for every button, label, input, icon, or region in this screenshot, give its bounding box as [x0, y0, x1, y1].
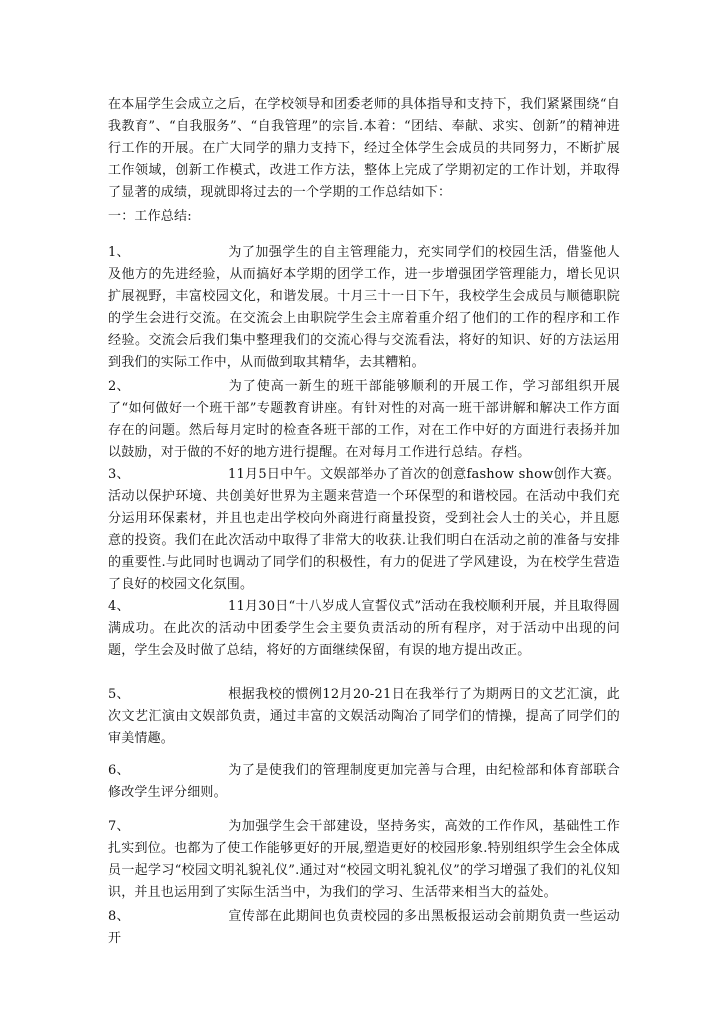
- item-text: 11月5日中午。文娱部举办了首次的创意fashow show创作大赛。活动以保护环境、共创美好世界为主题来营造一个环保型的和谐校园。在活动中我们充分运用环保素材，并且也走出学校向外商进行商量投资，受到社会人士的关心，并且愿意的投资。我们在此次活动中取得了非常大的收获.让我们明白在活动之前的准备与安排的重要性.与此同时也调动了同学们的积极性，有力的促进了学风建设，为在校学生营造了良好的校园文化氛围。: [108, 467, 620, 592]
- item-text: 为加强学生会干部建设，坚持务实，高效的工作作风，基础性工作扎实到位。也都为了使工作能够更好的开展,塑造更好的校园形象.特别组织学生会全体成员一起学习“校园文明礼貌礼仪”.通过对“校园文明礼貌礼仪”的学习增强了我们的礼仪知识，并且也运用到了实际生活当中，为我们的学习、生活带来相当大的益处。: [108, 819, 620, 900]
- list-item: [108, 906, 620, 950]
- item-text: 为了是使我们的管理制度更加完善与合理，由纪检部和体育部联合修改学生评分细则。: [108, 763, 620, 800]
- item-text: 为了加强学生的自主管理能力，充实同学们的校园生活，借鉴他人及他方的先进经验，从而搞好本学期的团学工作，进一步增强团学管理能力，增长见识扩展视野，丰富校园文化，和谐发展。十月三十一日下午，我校学生会成员与顺德职院的学生会进行交流。在交流会上由职院学生会主席着重介绍了他们的工作的程序和工作经验。交流会后我们集中整理我们的交流心得与交流看法，将好的知识、好的方法运用到我们的实际工作中，从而做到取其精华，去其糟粕。: [108, 245, 620, 370]
- item-number: 4、: [108, 599, 130, 614]
- item-number: 6、: [108, 763, 130, 778]
- list-item: [108, 816, 620, 904]
- list-item: [108, 760, 620, 804]
- item-number: 1、: [108, 245, 130, 260]
- item-number: 5、: [108, 687, 130, 702]
- list-item: [108, 242, 620, 374]
- item-text: 11月30日“十八岁成人宣誓仪式”活动在我校顺利开展，并且取得圆满成功。在此次的活动中团委学生会主要负责活动的所有程序，对于活动中出现的问题，学生会及时做了总结，将好的方面继续保留，有误的地方提出改正。: [108, 599, 620, 658]
- section-heading: 一：工作总结:: [108, 209, 192, 224]
- item-number: 8、: [108, 909, 130, 924]
- item-number: 7、: [108, 819, 130, 834]
- item-number: 3、: [108, 467, 130, 482]
- item-text: 为了使高一新生的班干部能够顺利的开展工作，学习部组织开展了“如何做好一个班干部”专题教育讲座。有针对性的对高一班干部讲解和解决工作方面存在的问题。然后每月定时的检查各班干部的工作，对在工作中好的方面进行表扬并加以鼓励，对于做的不好的地方进行提醒。在对每月工作进行总结。存档。: [108, 379, 620, 460]
- list-item: [108, 464, 620, 596]
- intro-paragraph: 在本届学生会成立之后，在学校领导和团委老师的具体指导和支持下，我们紧紧围绕“自我教育”、“自我服务”、“自我管理”的宗旨.本着：“团结、奉献、求实、创新”的精神进行工作的开展。在广大同学的鼎力支持下，经过全体学生会成员的共同努力，不断扩展工作领域，创新工作模式，改进工作方法，整体上完成了学期初定的工作计划，并取得了显著的成绩，现就即将过去的一个学期的工作总结如下：: [108, 97, 620, 200]
- item-number: 2、: [108, 379, 130, 394]
- item-text: 根据我校的惯例12月20-21日在我举行了为期两日的文艺汇演，此次文艺汇演由文娱部负责，通过丰富的文娱活动陶冶了同学们的情操，提高了同学们的审美情趣。: [108, 687, 620, 746]
- item-text: 宣传部在此期间也负责校园的多出黑板报运动会前期负责一些运动开: [108, 909, 620, 946]
- list-item: [108, 684, 620, 750]
- list-item: [108, 376, 620, 464]
- list-item: [108, 596, 620, 662]
